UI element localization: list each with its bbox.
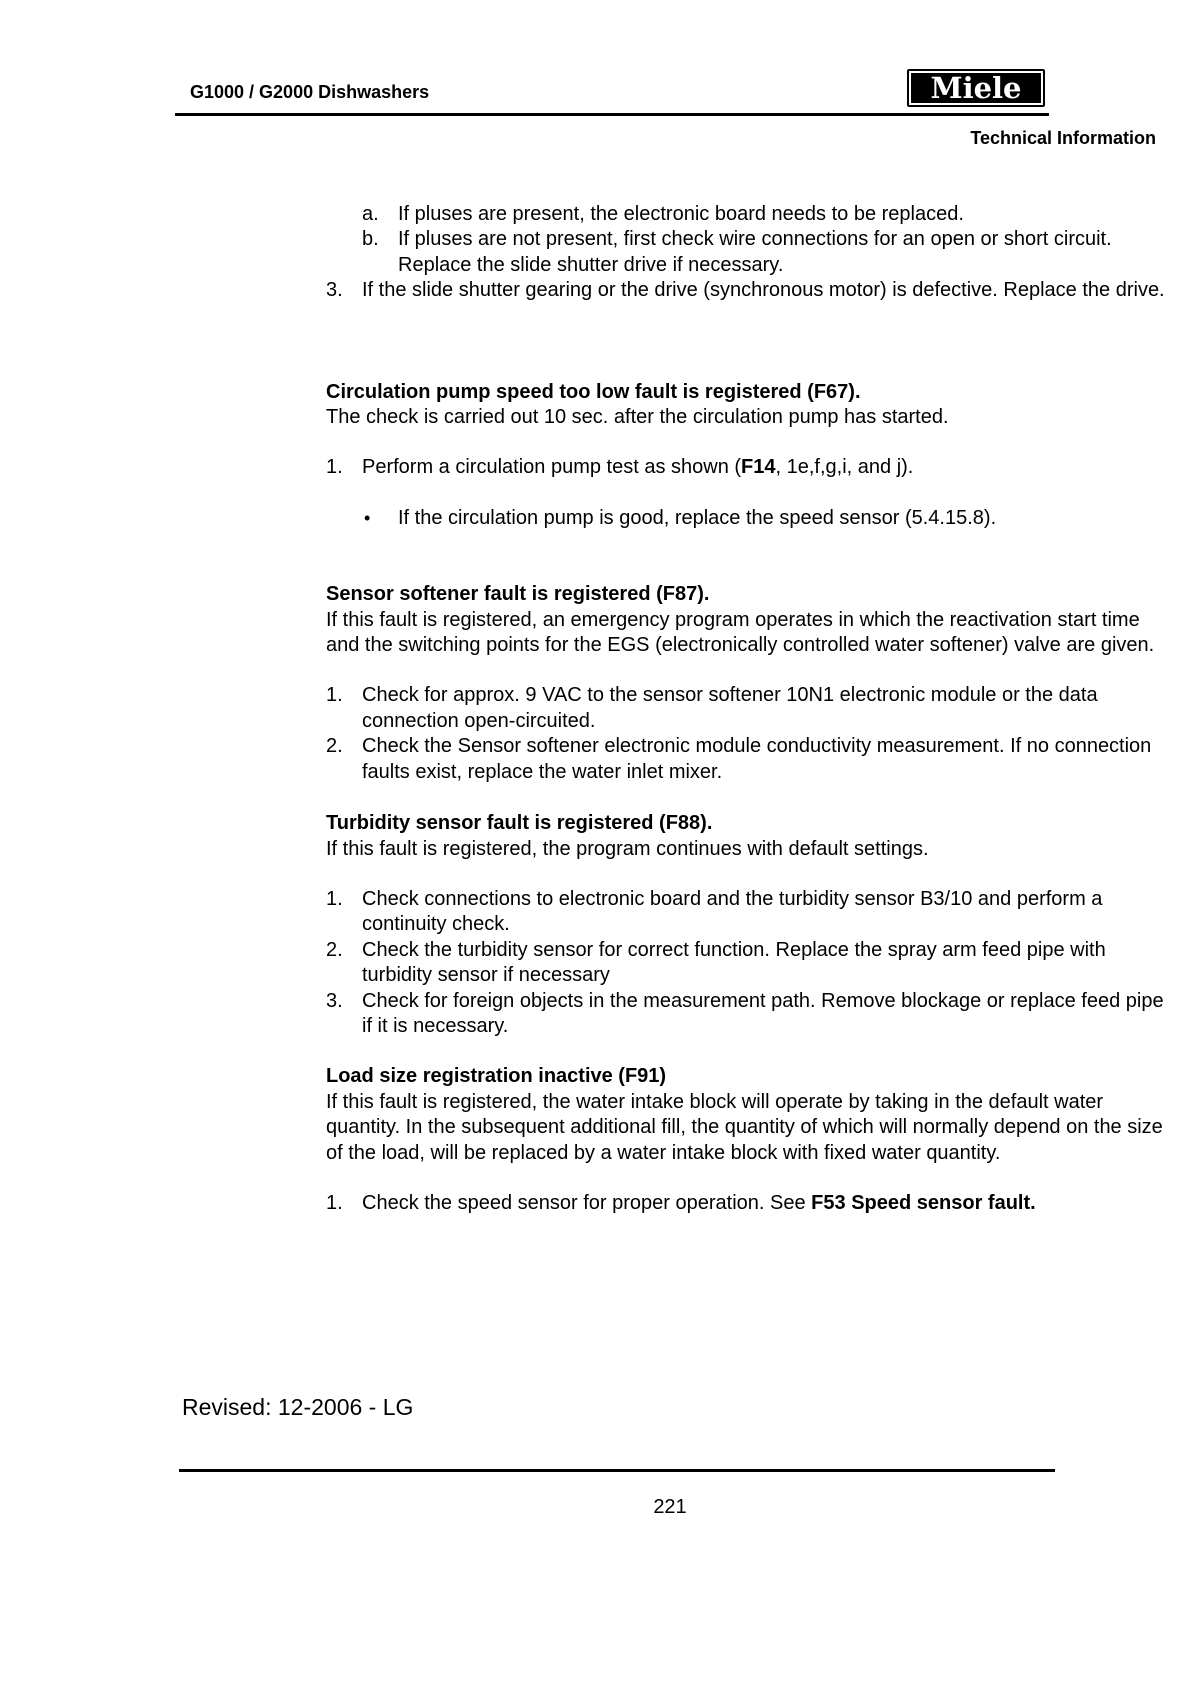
list-item	[326, 989, 1166, 1040]
paragraph: If this fault is registered, the water intake block will operate by taking in the default water quantity. In the subsequent additional fill, the quantity of which will normally depend on the size of the load, will be replaced by a water intake block with fixed water quantity.	[326, 1090, 1163, 1164]
paragraph: The check is carried out 10 sec. after the circulation pump has started.	[326, 406, 949, 429]
bullet-item	[362, 506, 1166, 531]
list-marker: 1.	[326, 456, 343, 479]
bullet-icon: •	[364, 507, 371, 528]
list-text: Check for foreign objects in the measurement path. Remove blockage or replace feed pipe if it is necessary.	[362, 989, 1164, 1037]
section-heading-f91: Load size registration inactive (F91)	[326, 1065, 667, 1088]
list-text: Check for approx. 9 VAC to the sensor softener 10N1 electronic module or the data connection open-circuited.	[362, 684, 1098, 732]
list-text: If the slide shutter gearing or the drive (synchronous motor) is defective. Replace the drive.	[362, 279, 1165, 302]
list-item	[362, 202, 1166, 227]
list-text: Check the speed sensor for proper operation. See	[362, 1191, 812, 1214]
list-marker: 1.	[326, 684, 343, 707]
list-item	[326, 938, 1166, 989]
list-marker: 2.	[326, 735, 343, 758]
list-item	[326, 734, 1166, 785]
list-item	[326, 278, 1166, 303]
list-text: If pluses are present, the electronic board needs to be replaced.	[398, 203, 964, 225]
list-text-bold: F53 Speed sensor fault.	[811, 1191, 1036, 1214]
section-heading-f87: Sensor softener fault is registered (F87).	[326, 583, 710, 606]
header-rule	[175, 113, 1049, 116]
list-item	[326, 683, 1166, 734]
list-text: Check the turbidity sensor for correct function. Replace the spray arm feed pipe with turbidity sensor if necessary	[362, 938, 1106, 987]
list-marker: 1.	[326, 1191, 343, 1214]
miele-logo-text: Miele	[930, 71, 1022, 105]
list-item	[326, 1191, 1072, 1216]
header-title: G1000 / G2000 Dishwashers	[190, 82, 430, 102]
header-subtitle: Technical Information	[970, 128, 1156, 148]
list-text: If pluses are not present, first check wire connections for an open or short circuit. Replace the slide shutter drive if necessary.	[398, 228, 1112, 276]
footer-rule	[179, 1469, 1055, 1472]
list-item	[326, 455, 1166, 480]
list-item	[362, 227, 1166, 278]
section-heading-f88: Turbidity sensor fault is registered (F88).	[326, 812, 713, 835]
section-heading-f67: Circulation pump speed too low fault is registered (F67).	[326, 380, 861, 403]
document-body	[326, 202, 1166, 1216]
list-marker: 2.	[326, 938, 343, 961]
list-marker: 1.	[326, 887, 343, 910]
list-text: If the circulation pump is good, replace the speed sensor (5.4.15.8).	[398, 506, 997, 529]
list-text: Check connections to electronic board and the turbidity sensor B3/10 and perform a continuity check.	[362, 887, 1103, 936]
miele-logo	[907, 69, 1045, 107]
list-text-bold: F14	[741, 456, 776, 479]
list-text: Check the Sensor softener electronic module conductivity measurement. If no connection faults exist, replace the water inlet mixer.	[362, 735, 1152, 783]
list-text: Perform a circulation pump test as shown (	[362, 456, 742, 479]
list-marker: b.	[362, 228, 379, 251]
list-item	[326, 887, 1166, 938]
page-number: 221	[653, 1496, 687, 1518]
paragraph: If this fault is registered, an emergency program operates in which the reactivation start time and the switching points for the EGS (electronically controlled water softener) valve are given.	[326, 608, 1155, 657]
list-marker: a.	[362, 203, 379, 225]
list-marker: 3.	[326, 279, 343, 302]
revised-note: Revised: 12-2006 - LG	[182, 1394, 414, 1420]
list-text: , 1e,f,g,i, and j).	[775, 456, 914, 479]
paragraph: If this fault is registered, the program continues with default settings.	[326, 837, 929, 860]
list-marker: 3.	[326, 989, 343, 1012]
